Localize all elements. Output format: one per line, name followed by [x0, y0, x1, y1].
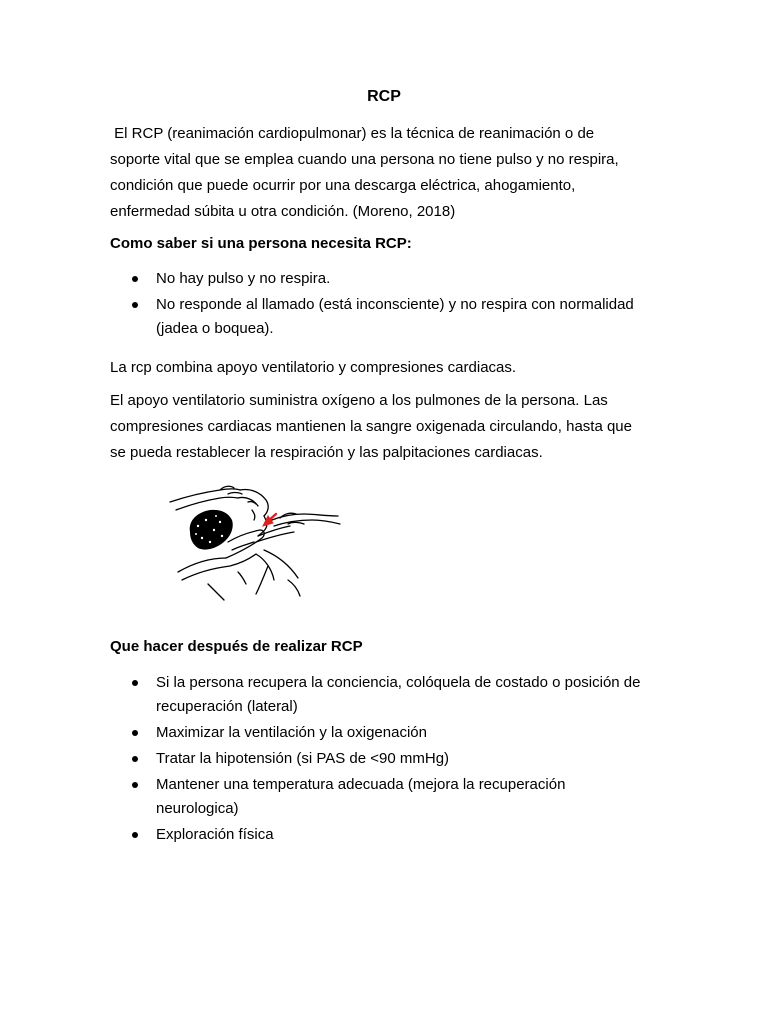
- list-item-continuation: [110, 797, 670, 821]
- section1-heading: Como saber si una persona necesita RCP:: [110, 235, 412, 252]
- list-item-text: Mantener una temperatura adecuada (mejora la recuperación: [156, 776, 566, 793]
- list-item: [110, 721, 670, 745]
- bullet-icon: [132, 730, 138, 736]
- intro-line: soporte vital que se emplea cuando una persona no tiene pulso y no respira,: [110, 151, 619, 168]
- intro-paragraph: [110, 121, 670, 225]
- support-line: se pueda restablecer la respiración y las palpitaciones cardiacas.: [110, 444, 543, 461]
- list-item: [110, 293, 670, 317]
- page-title: RCP: [367, 88, 401, 105]
- list-item-text: No hay pulso y no respira.: [156, 270, 331, 287]
- list-item-text: (jadea o boquea).: [156, 320, 274, 337]
- list-item-text: Si la persona recupera la conciencia, colóquela de costado o posición de: [156, 674, 641, 691]
- intro-line: enfermedad súbita u otra condición. (Moreno, 2018): [110, 203, 456, 220]
- bullet-icon: [132, 832, 138, 838]
- support-line: El apoyo ventilatorio suministra oxígeno a los pulmones de la persona. Las: [110, 392, 608, 409]
- list-item-text: neurologica): [156, 800, 239, 817]
- intro-line: El RCP (reanimación cardiopulmonar) es la técnica de reanimación o de: [110, 125, 595, 142]
- list-item-continuation: [110, 317, 670, 341]
- section2-heading: Que hacer después de realizar RCP: [110, 638, 363, 655]
- list-item-text: No responde al llamado (está inconsciente) y no respira con normalidad: [156, 296, 634, 313]
- support-line: compresiones cardiacas mantienen la sangre oxigenada circulando, hasta que: [110, 418, 632, 435]
- bullet-icon: [132, 302, 138, 308]
- list-item-text: Maximizar la ventilación y la oxigenación: [156, 724, 427, 741]
- list-item-text: Exploración física: [156, 826, 274, 843]
- head-tilt-chin-lift-image: [168, 480, 348, 602]
- list-item-continuation: [110, 695, 670, 719]
- section2-list: [110, 671, 670, 849]
- bullet-icon: [132, 276, 138, 282]
- bullet-icon: [132, 680, 138, 686]
- list-item: [110, 773, 670, 797]
- list-item: [110, 747, 670, 771]
- bullet-icon: [132, 782, 138, 788]
- intro-line: condición que puede ocurrir por una descarga eléctrica, ahogamiento,: [110, 177, 576, 194]
- list-item: [110, 823, 670, 847]
- section1-list: [110, 267, 670, 343]
- combine-paragraph: La rcp combina apoyo ventilatorio y compresiones cardiacas.: [110, 359, 517, 376]
- cpr-illustration: [168, 480, 348, 602]
- bullet-icon: [132, 756, 138, 762]
- list-item: [110, 267, 670, 291]
- list-item-text: recuperación (lateral): [156, 698, 298, 715]
- list-item-text: Tratar la hipotensión (si PAS de <90 mmHg): [156, 750, 450, 767]
- list-item: [110, 671, 670, 695]
- support-paragraph: [110, 388, 670, 466]
